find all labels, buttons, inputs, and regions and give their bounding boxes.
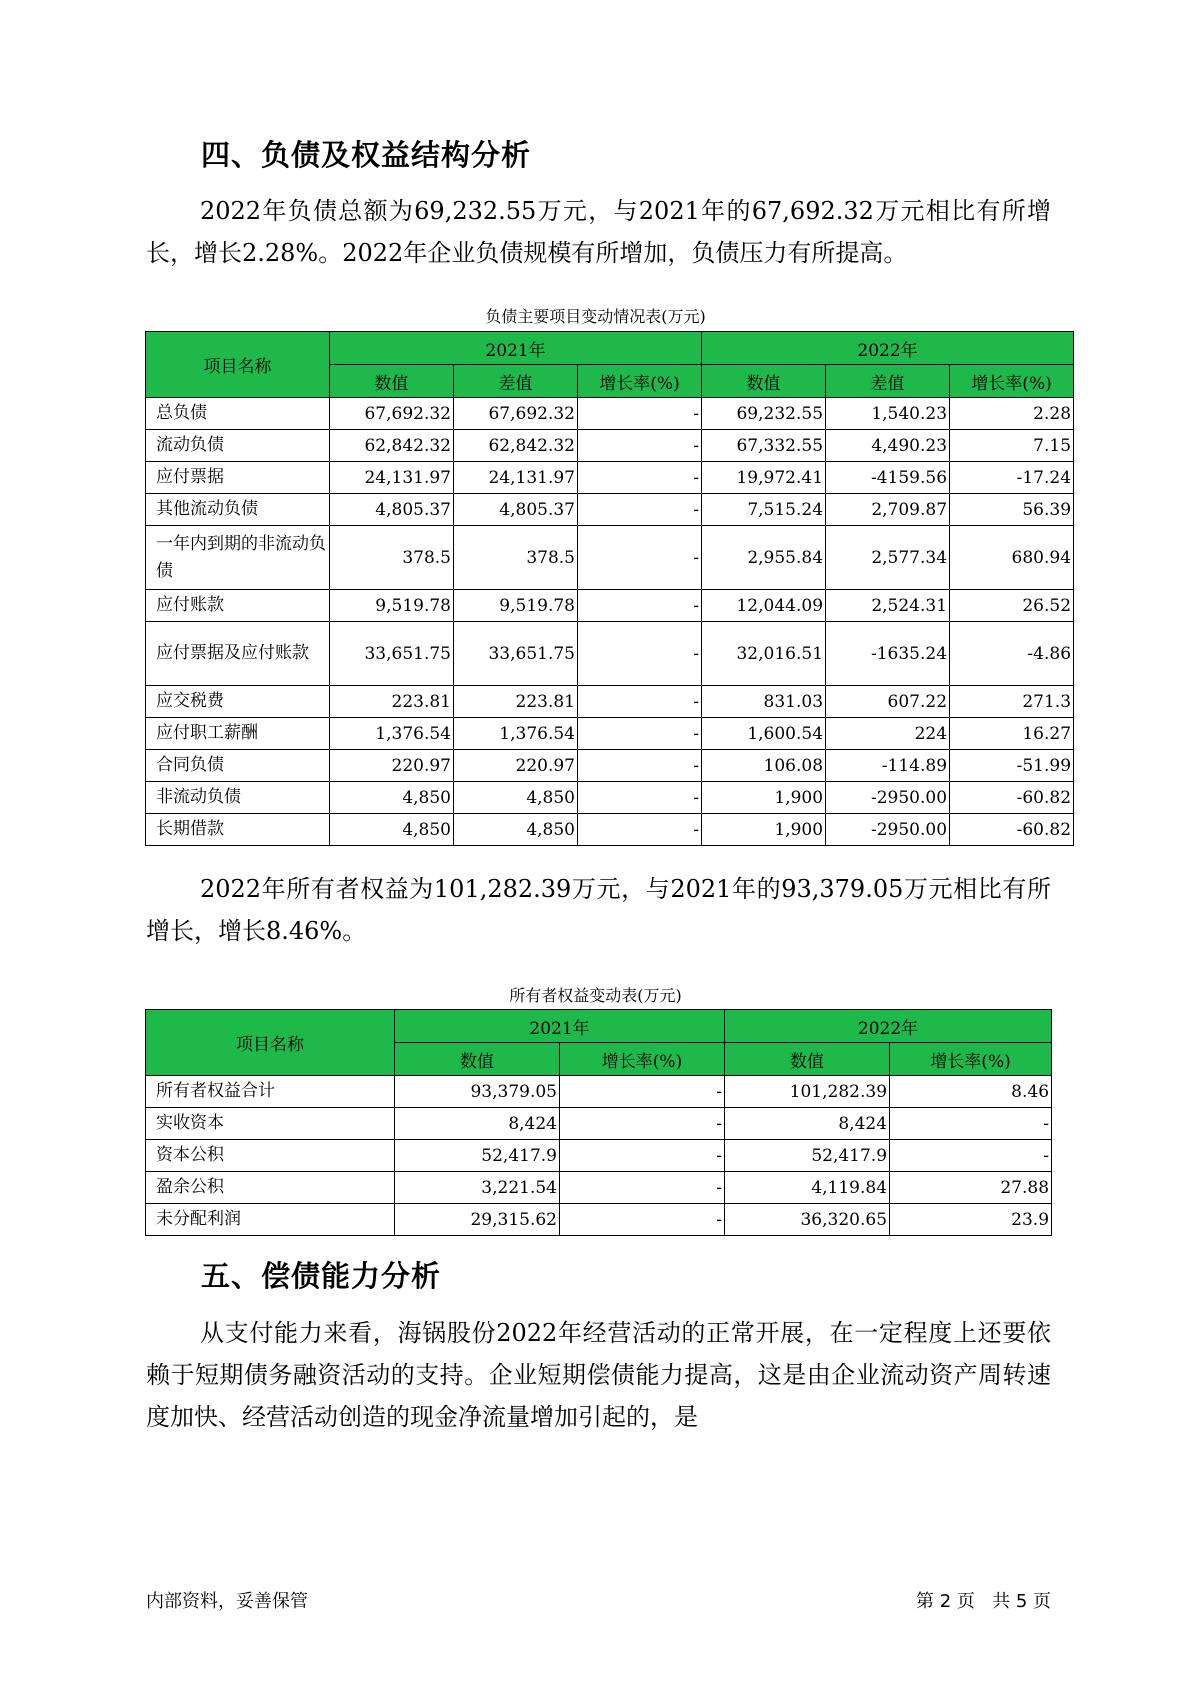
- value-2022: 1,900: [702, 814, 826, 846]
- row-item-name: 盈余公积: [146, 1172, 395, 1204]
- liabilities-summary-paragraph: 2022年负债总额为69,232.55万元，与2021年的67,692.32万元相比有所增长，增长2.28%。2022年企业负债规模有所增加，负债压力有所提高。: [146, 197, 1051, 267]
- table-row: [146, 1204, 1052, 1236]
- col-header-value-2022: 数值: [725, 1043, 890, 1076]
- row-item-name: 所有者权益合计: [146, 1076, 395, 1108]
- rate-2021: -: [578, 590, 702, 622]
- value-2022: 106.08: [702, 750, 826, 782]
- diff-2021: 4,805.37: [454, 494, 578, 526]
- row-item-name: 应付账款: [146, 590, 330, 622]
- footer-confidential-note: 内部资料，妥善保管: [146, 1591, 308, 1612]
- diff-2022: 1,540.23: [826, 398, 950, 430]
- row-item-name: 合同负债: [146, 750, 330, 782]
- value-2022: 4,119.84: [725, 1172, 890, 1204]
- col-header-value-2021: 数值: [330, 365, 454, 398]
- col-header-rate-2022: 增长率(%): [890, 1043, 1052, 1076]
- col-header-item-name: 项目名称: [146, 1010, 395, 1076]
- rate-2022: 7.15: [950, 430, 1074, 462]
- col-header-rate-2022: 增长率(%): [950, 365, 1074, 398]
- table-row: [146, 462, 1074, 494]
- rate-2021: -: [578, 814, 702, 846]
- diff-2021: 223.81: [454, 686, 578, 718]
- equity-table-body: [146, 1076, 1052, 1236]
- col-header-year-2022: 2022年: [725, 1010, 1052, 1043]
- rate-2021: -: [578, 398, 702, 430]
- rate-2021: -: [578, 494, 702, 526]
- rate-2022: 16.27: [950, 718, 1074, 750]
- table-row: [146, 622, 1074, 686]
- row-item-name: 未分配利润: [146, 1204, 395, 1236]
- value-2021: 1,376.54: [330, 718, 454, 750]
- rate-2021: -: [560, 1204, 725, 1236]
- value-2022: 52,417.9: [725, 1140, 890, 1172]
- value-2021: 67,692.32: [330, 398, 454, 430]
- table-row: [146, 494, 1074, 526]
- diff-2022: -4159.56: [826, 462, 950, 494]
- rate-2022: -17.24: [950, 462, 1074, 494]
- row-item-name: 应付票据及应付账款: [146, 622, 330, 686]
- row-item-name: 其他流动负债: [146, 494, 330, 526]
- diff-2022: -1635.24: [826, 622, 950, 686]
- value-2022: 69,232.55: [702, 398, 826, 430]
- col-header-year-2021: 2021年: [330, 332, 702, 365]
- liabilities-table: [145, 331, 1074, 846]
- rate-2021: -: [578, 622, 702, 686]
- diff-2021: 4,850: [454, 814, 578, 846]
- rate-2021: -: [560, 1076, 725, 1108]
- diff-2021: 62,842.32: [454, 430, 578, 462]
- rate-2022: -4.86: [950, 622, 1074, 686]
- equity-summary-paragraph: 2022年所有者权益为101,282.39万元，与2021年的93,379.05万元相比有所增长，增长8.46%。: [146, 875, 1051, 945]
- rate-2022: -51.99: [950, 750, 1074, 782]
- equity-table-caption: 所有者权益变动表(万元): [509, 986, 682, 1005]
- col-header-diff-2021: 差值: [454, 365, 578, 398]
- rate-2022: 27.88: [890, 1172, 1052, 1204]
- value-2021: 8,424: [395, 1108, 560, 1140]
- row-item-name: 一年内到期的非流动负债: [146, 526, 330, 590]
- rate-2022: -60.82: [950, 814, 1074, 846]
- value-2022: 32,016.51: [702, 622, 826, 686]
- row-item-name: 流动负债: [146, 430, 330, 462]
- rate-2021: -: [578, 750, 702, 782]
- diff-2021: 220.97: [454, 750, 578, 782]
- table-row: [146, 526, 1074, 590]
- value-2021: 33,651.75: [330, 622, 454, 686]
- rate-2021: -: [578, 782, 702, 814]
- rate-2022: -60.82: [950, 782, 1074, 814]
- row-item-name: 应付职工薪酬: [146, 718, 330, 750]
- diff-2021: 67,692.32: [454, 398, 578, 430]
- equity-table: [145, 1009, 1052, 1236]
- value-2021: 93,379.05: [395, 1076, 560, 1108]
- liabilities-table-caption: 负债主要项目变动情况表(万元): [485, 307, 706, 326]
- rate-2021: -: [578, 430, 702, 462]
- value-2021: 9,519.78: [330, 590, 454, 622]
- col-header-diff-2022: 差值: [826, 365, 950, 398]
- diff-2022: 607.22: [826, 686, 950, 718]
- value-2022: 1,900: [702, 782, 826, 814]
- rate-2021: -: [578, 462, 702, 494]
- value-2021: 29,315.62: [395, 1204, 560, 1236]
- table-row: [146, 1076, 1052, 1108]
- value-2022: 12,044.09: [702, 590, 826, 622]
- rate-2022: -: [890, 1108, 1052, 1140]
- value-2022: 101,282.39: [725, 1076, 890, 1108]
- value-2022: 8,424: [725, 1108, 890, 1140]
- value-2021: 4,805.37: [330, 494, 454, 526]
- footer-page-number: 第 2 页 共 5 页: [916, 1591, 1051, 1612]
- value-2022: 831.03: [702, 686, 826, 718]
- section-heading-liabilities: 四、负债及权益结构分析: [201, 138, 532, 172]
- rate-2021: -: [578, 686, 702, 718]
- value-2021: 220.97: [330, 750, 454, 782]
- row-item-name: 应交税费: [146, 686, 330, 718]
- col-header-item-name: 项目名称: [146, 332, 330, 398]
- value-2021: 24,131.97: [330, 462, 454, 494]
- rate-2021: -: [560, 1108, 725, 1140]
- value-2022: 36,320.65: [725, 1204, 890, 1236]
- diff-2021: 378.5: [454, 526, 578, 590]
- row-item-name: 长期借款: [146, 814, 330, 846]
- diff-2022: -2950.00: [826, 814, 950, 846]
- table-row: [146, 398, 1074, 430]
- table-row: [146, 590, 1074, 622]
- diff-2022: 4,490.23: [826, 430, 950, 462]
- rate-2022: 8.46: [890, 1076, 1052, 1108]
- table-row: [146, 686, 1074, 718]
- row-item-name: 实收资本: [146, 1108, 395, 1140]
- diff-2022: -2950.00: [826, 782, 950, 814]
- diff-2022: 2,709.87: [826, 494, 950, 526]
- diff-2022: 224: [826, 718, 950, 750]
- table-row: [146, 1172, 1052, 1204]
- value-2021: 223.81: [330, 686, 454, 718]
- rate-2022: 26.52: [950, 590, 1074, 622]
- col-header-rate-2021: 增长率(%): [578, 365, 702, 398]
- section-heading-solvency: 五、偿债能力分析: [201, 1259, 442, 1293]
- rate-2022: 680.94: [950, 526, 1074, 590]
- value-2021: 4,850: [330, 782, 454, 814]
- table-row: [146, 782, 1074, 814]
- table-row: [146, 750, 1074, 782]
- diff-2021: 4,850: [454, 782, 578, 814]
- value-2021: 3,221.54: [395, 1172, 560, 1204]
- rate-2022: 56.39: [950, 494, 1074, 526]
- rate-2021: -: [560, 1140, 725, 1172]
- value-2022: 2,955.84: [702, 526, 826, 590]
- value-2021: 378.5: [330, 526, 454, 590]
- table-row: [146, 430, 1074, 462]
- diff-2021: 1,376.54: [454, 718, 578, 750]
- rate-2022: 271.3: [950, 686, 1074, 718]
- value-2022: 67,332.55: [702, 430, 826, 462]
- value-2021: 62,842.32: [330, 430, 454, 462]
- diff-2021: 9,519.78: [454, 590, 578, 622]
- table-row: [146, 718, 1074, 750]
- col-header-year-2022: 2022年: [702, 332, 1074, 365]
- row-item-name: 非流动负债: [146, 782, 330, 814]
- col-header-value-2022: 数值: [702, 365, 826, 398]
- solvency-paragraph: 从支付能力来看，海锅股份2022年经营活动的正常开展，在一定程度上还要依赖于短期债务融资活动的支持。企业短期偿债能力提高，这是由企业流动资产周转速度加快、经营活动创造的现金净流量增加引起的，是: [146, 1319, 1051, 1431]
- table-row: [146, 1140, 1052, 1172]
- diff-2022: -114.89: [826, 750, 950, 782]
- rate-2022: 2.28: [950, 398, 1074, 430]
- rate-2022: 23.9: [890, 1204, 1052, 1236]
- table-row: [146, 1108, 1052, 1140]
- rate-2021: -: [560, 1172, 725, 1204]
- rate-2021: -: [578, 718, 702, 750]
- value-2022: 19,972.41: [702, 462, 826, 494]
- value-2021: 52,417.9: [395, 1140, 560, 1172]
- diff-2022: 2,524.31: [826, 590, 950, 622]
- row-item-name: 总负债: [146, 398, 330, 430]
- row-item-name: 应付票据: [146, 462, 330, 494]
- value-2022: 1,600.54: [702, 718, 826, 750]
- liabilities-table-body: [146, 398, 1074, 846]
- col-header-year-2021: 2021年: [395, 1010, 725, 1043]
- col-header-rate-2021: 增长率(%): [560, 1043, 725, 1076]
- diff-2021: 33,651.75: [454, 622, 578, 686]
- table-row: [146, 814, 1074, 846]
- rate-2022: -: [890, 1140, 1052, 1172]
- diff-2022: 2,577.34: [826, 526, 950, 590]
- diff-2021: 24,131.97: [454, 462, 578, 494]
- rate-2021: -: [578, 526, 702, 590]
- value-2021: 4,850: [330, 814, 454, 846]
- value-2022: 7,515.24: [702, 494, 826, 526]
- col-header-value-2021: 数值: [395, 1043, 560, 1076]
- row-item-name: 资本公积: [146, 1140, 395, 1172]
